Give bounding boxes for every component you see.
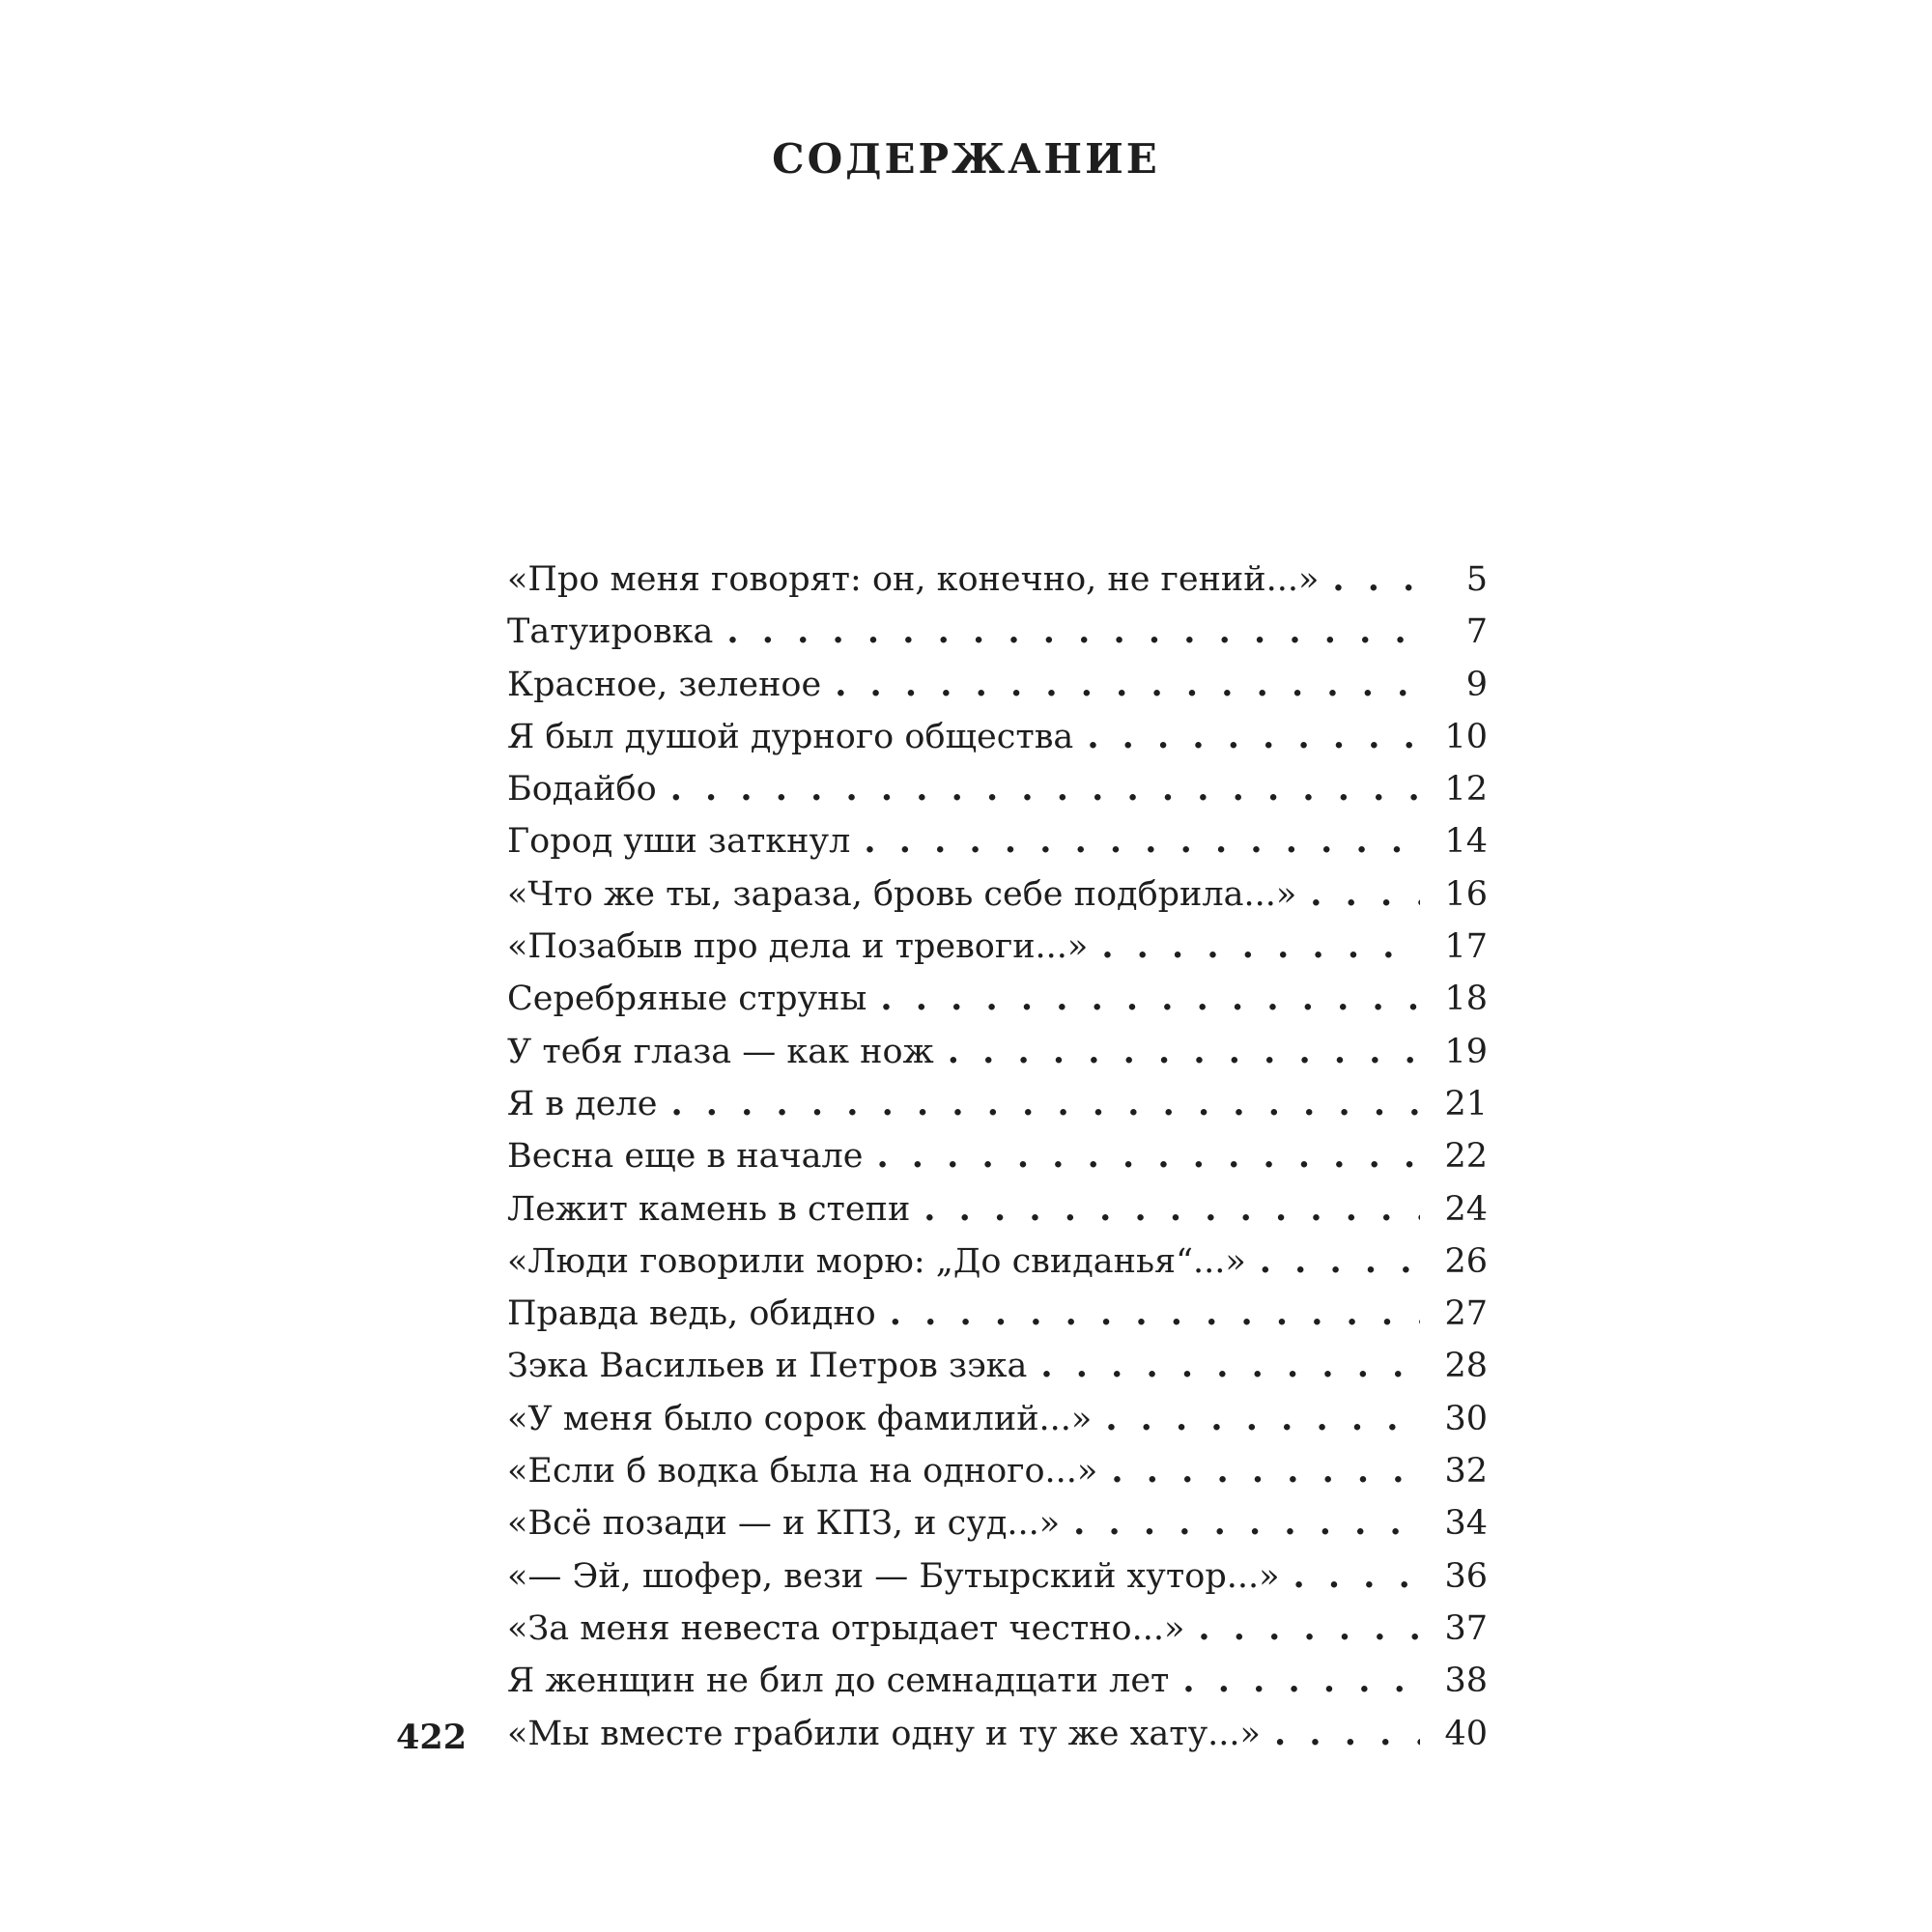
toc-entry-title: Я женщин не бил до семнадцати лет: [507, 1662, 1170, 1701]
toc-entry-title: «За меня невеста отрыдает честно...»: [507, 1608, 1185, 1648]
toc-entry-page: 30: [1444, 1399, 1488, 1438]
toc-entry-page: 19: [1444, 1032, 1488, 1071]
toc-entry: [507, 1550, 1488, 1603]
toc-entry: [507, 1183, 1488, 1236]
toc-entry-title: «Позабыв про дела и тревоги...»: [507, 927, 1089, 967]
dot-leader: [923, 1183, 1420, 1236]
toc-entry-title: Весна еще в начале: [507, 1137, 864, 1177]
dot-leader: [1073, 1497, 1420, 1549]
toc-entry-page: 17: [1444, 927, 1488, 967]
page-number: 422: [396, 1718, 468, 1757]
toc-entry-title: «— Эй, шофер, вези — Бутырский хутор...»: [507, 1556, 1280, 1596]
toc-entry: [507, 1026, 1488, 1078]
toc-entry-title: Я в деле: [507, 1084, 658, 1123]
toc-entry-title: Серебряные струны: [507, 980, 867, 1019]
toc-entry-page: 22: [1444, 1137, 1488, 1177]
toc-entry: [507, 1236, 1488, 1288]
toc-entry-page: 32: [1444, 1452, 1488, 1492]
dot-leader: [1332, 554, 1420, 606]
dot-leader: [726, 606, 1420, 658]
toc-entry-page: 27: [1444, 1294, 1488, 1334]
toc-entry-page: 38: [1444, 1662, 1488, 1701]
table-of-contents: [507, 554, 1488, 1760]
dot-leader: [670, 1078, 1420, 1130]
toc-entry: [507, 973, 1488, 1025]
toc-entry-page: 12: [1444, 770, 1488, 810]
toc-entry-title: Татуировка: [507, 612, 714, 652]
toc-entry: [507, 1288, 1488, 1340]
toc-entry-title: «Если б водка была на одного...»: [507, 1452, 1098, 1492]
toc-entry: [507, 1393, 1488, 1445]
toc-entry-page: 14: [1444, 822, 1488, 862]
toc-entry-title: «Всё позади — и КПЗ, и суд...»: [507, 1504, 1061, 1544]
toc-entry: [507, 763, 1488, 815]
toc-entry: [507, 711, 1488, 763]
toc-entry: [507, 815, 1488, 867]
toc-entry-page: 24: [1444, 1189, 1488, 1229]
dot-leader: [876, 1130, 1420, 1182]
dot-leader: [1274, 1708, 1420, 1760]
toc-entry: [507, 1130, 1488, 1182]
toc-entry-page: 18: [1444, 980, 1488, 1019]
dot-leader: [948, 1026, 1420, 1078]
toc-entry-page: 16: [1444, 874, 1488, 914]
toc-entry: [507, 1603, 1488, 1655]
toc-entry-page: 5: [1465, 560, 1488, 599]
toc-entry: [507, 921, 1488, 973]
dot-leader: [864, 815, 1420, 867]
toc-entry: [507, 554, 1488, 606]
toc-entry-page: 9: [1465, 665, 1488, 704]
toc-entry-title: У тебя глаза — как нож: [507, 1032, 934, 1071]
toc-entry-page: 28: [1444, 1347, 1488, 1386]
toc-entry: [507, 1655, 1488, 1707]
toc-entry-page: 34: [1444, 1504, 1488, 1544]
dot-leader: [880, 973, 1420, 1025]
toc-entry: [507, 659, 1488, 711]
toc-entry-title: Бодайбо: [507, 770, 657, 810]
toc-entry-title: «Что же ты, зараза, бровь себе подбрила...»: [507, 874, 1297, 914]
dot-leader: [1105, 1393, 1420, 1445]
dot-leader: [1101, 921, 1420, 973]
toc-entry-page: 21: [1444, 1084, 1488, 1123]
toc-entry: [507, 1497, 1488, 1549]
dot-leader: [670, 763, 1420, 815]
toc-entry-title: Лежит камень в степи: [507, 1189, 911, 1229]
toc-entry-page: 37: [1444, 1608, 1488, 1648]
dot-leader: [1198, 1603, 1420, 1655]
toc-entry-title: Правда ведь, обидно: [507, 1294, 876, 1334]
dot-leader: [1293, 1550, 1420, 1603]
toc-entry-title: «Люди говорили морю: „До свиданья“...»: [507, 1241, 1246, 1281]
toc-entry-title: Я был душой дурного общества: [507, 717, 1074, 756]
toc-entry-title: «Про меня говорят: он, конечно, не гений...»: [507, 560, 1320, 599]
dot-leader: [1040, 1340, 1420, 1392]
toc-entry-page: 10: [1444, 717, 1488, 756]
toc-entry-page: 36: [1444, 1556, 1488, 1596]
toc-entry-title: Зэка Васильев и Петров зэка: [507, 1347, 1028, 1386]
toc-entry-page: 26: [1444, 1241, 1488, 1281]
dot-leader: [1087, 711, 1420, 763]
toc-entry-title: Город уши заткнул: [507, 822, 851, 862]
toc-entry-title: «Мы вместе грабили одну и ту же хату...»: [507, 1714, 1261, 1753]
dot-leader: [1260, 1236, 1420, 1288]
toc-entry-title: Красное, зеленое: [507, 665, 822, 704]
dot-leader: [1310, 868, 1420, 921]
toc-entry: [507, 606, 1488, 658]
dot-leader: [890, 1288, 1420, 1340]
toc-entry-title: «У меня было сорок фамилий...»: [507, 1399, 1093, 1438]
toc-entry: [507, 1445, 1488, 1497]
toc-entry-page: 40: [1444, 1714, 1488, 1753]
dot-leader: [835, 659, 1420, 711]
toc-entry: [507, 868, 1488, 921]
dot-leader: [1182, 1655, 1420, 1707]
toc-entry: [507, 1708, 1488, 1760]
page-title: СОДЕРЖАНИЕ: [772, 135, 1160, 183]
toc-entry-page: 7: [1465, 612, 1488, 652]
toc-entry: [507, 1078, 1488, 1130]
dot-leader: [1111, 1445, 1420, 1497]
toc-entry: [507, 1340, 1488, 1392]
